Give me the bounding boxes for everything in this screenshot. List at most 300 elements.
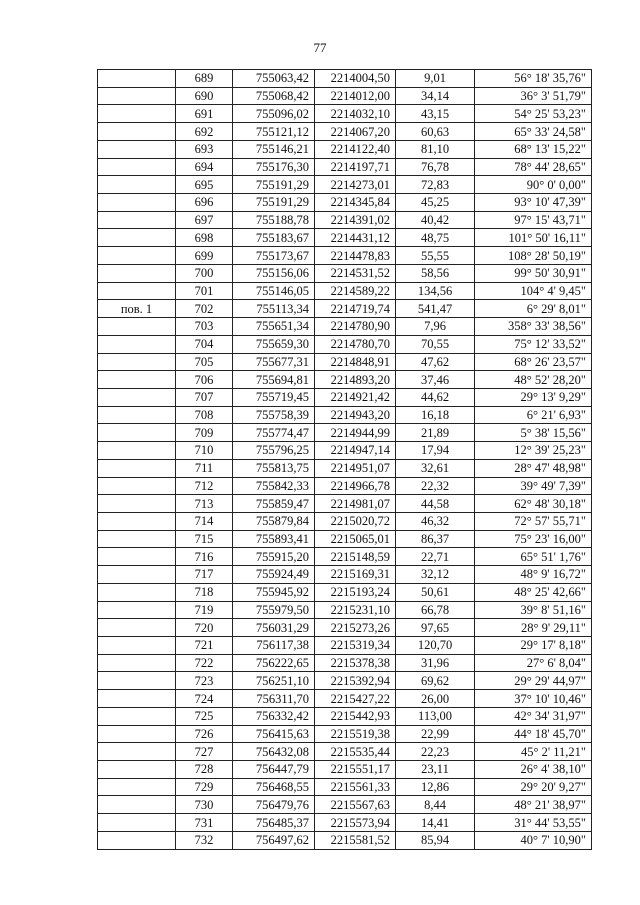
distance: 23,11 <box>396 761 475 779</box>
table-row <box>98 335 592 353</box>
table-row <box>98 282 592 300</box>
coordinate-y: 2215535,44 <box>315 743 396 761</box>
distance: 48,75 <box>396 229 475 247</box>
point-number: 723 <box>176 672 233 690</box>
coordinate-y: 2215193,24 <box>315 583 396 601</box>
direction-angle: 65° 51' 1,76" <box>475 548 592 566</box>
distance: 55,55 <box>396 247 475 265</box>
coordinate-x: 755677,31 <box>233 353 315 371</box>
direction-angle: 40° 7' 10,90" <box>475 831 592 849</box>
coordinate-y: 2215231,10 <box>315 601 396 619</box>
coordinate-y: 2215065,01 <box>315 530 396 548</box>
row-note <box>98 831 176 849</box>
direction-angle: 5° 38' 15,56" <box>475 424 592 442</box>
row-note <box>98 566 176 584</box>
row-note <box>98 87 176 105</box>
point-number: 726 <box>176 725 233 743</box>
coordinate-x: 755121,12 <box>233 123 315 141</box>
distance: 69,62 <box>396 672 475 690</box>
coordinate-y: 2214032,10 <box>315 105 396 123</box>
distance: 58,56 <box>396 264 475 282</box>
point-number: 689 <box>176 70 233 88</box>
point-number: 704 <box>176 335 233 353</box>
distance: 22,71 <box>396 548 475 566</box>
coordinate-y: 2214719,74 <box>315 300 396 318</box>
coordinate-x: 755813,75 <box>233 459 315 477</box>
coordinate-x: 755191,29 <box>233 194 315 212</box>
coordinate-x: 755774,47 <box>233 424 315 442</box>
coordinate-x: 755979,50 <box>233 601 315 619</box>
point-number: 693 <box>176 140 233 158</box>
coordinate-y: 2215442,93 <box>315 707 396 725</box>
row-note <box>98 796 176 814</box>
distance: 34,14 <box>396 87 475 105</box>
direction-angle: 6° 29' 8,01" <box>475 300 592 318</box>
coordinate-y: 2215551,17 <box>315 761 396 779</box>
distance: 40,42 <box>396 211 475 229</box>
direction-angle: 68° 13' 15,22" <box>475 140 592 158</box>
coordinate-y: 2214012,00 <box>315 87 396 105</box>
direction-angle: 29° 20' 9,27" <box>475 778 592 796</box>
coordinate-y: 2214848,91 <box>315 353 396 371</box>
point-number: 724 <box>176 690 233 708</box>
coordinate-x: 756468,55 <box>233 778 315 796</box>
row-note <box>98 778 176 796</box>
coordinate-y: 2214947,14 <box>315 442 396 460</box>
coordinate-y: 2215378,38 <box>315 654 396 672</box>
table-row <box>98 707 592 725</box>
table-row <box>98 318 592 336</box>
table-row <box>98 442 592 460</box>
distance: 22,99 <box>396 725 475 743</box>
coordinate-x: 755796,25 <box>233 442 315 460</box>
direction-angle: 65° 33' 24,58" <box>475 123 592 141</box>
table-row <box>98 70 592 88</box>
coordinate-y: 2215169,31 <box>315 566 396 584</box>
direction-angle: 104° 4' 9,45" <box>475 282 592 300</box>
table-row <box>98 637 592 655</box>
coordinate-y: 2215020,72 <box>315 512 396 530</box>
coordinate-x: 755188,78 <box>233 211 315 229</box>
coordinate-y: 2214943,20 <box>315 406 396 424</box>
distance: 31,96 <box>396 654 475 672</box>
coordinate-y: 2214951,07 <box>315 459 396 477</box>
row-note <box>98 211 176 229</box>
direction-angle: 54° 25' 53,23" <box>475 105 592 123</box>
point-number: 725 <box>176 707 233 725</box>
direction-angle: 31° 44' 53,55" <box>475 814 592 832</box>
coordinate-x: 755651,34 <box>233 318 315 336</box>
table-row <box>98 300 592 318</box>
table-row <box>98 424 592 442</box>
coordinate-y: 2215392,94 <box>315 672 396 690</box>
table-row <box>98 530 592 548</box>
distance: 8,44 <box>396 796 475 814</box>
coordinate-y: 2214345,84 <box>315 194 396 212</box>
point-number: 703 <box>176 318 233 336</box>
point-number: 707 <box>176 388 233 406</box>
coordinate-x: 756251,10 <box>233 672 315 690</box>
table-row <box>98 353 592 371</box>
coordinate-x: 755842,33 <box>233 477 315 495</box>
table-row <box>98 654 592 672</box>
coordinate-y: 2215573,94 <box>315 814 396 832</box>
point-number: 732 <box>176 831 233 849</box>
coordinate-y: 2214478,83 <box>315 247 396 265</box>
row-note <box>98 725 176 743</box>
point-number: 710 <box>176 442 233 460</box>
row-note <box>98 70 176 88</box>
table-row <box>98 796 592 814</box>
point-number: 711 <box>176 459 233 477</box>
coordinate-y: 2214780,90 <box>315 318 396 336</box>
coordinate-x: 755859,47 <box>233 495 315 513</box>
direction-angle: 28° 9' 29,11" <box>475 619 592 637</box>
coordinate-x: 756031,29 <box>233 619 315 637</box>
distance: 37,46 <box>396 371 475 389</box>
row-note <box>98 140 176 158</box>
point-number: 690 <box>176 87 233 105</box>
point-number: 701 <box>176 282 233 300</box>
coordinate-y: 2215581,52 <box>315 831 396 849</box>
row-note <box>98 690 176 708</box>
coordinate-y: 2214391,02 <box>315 211 396 229</box>
coordinate-x: 755924,49 <box>233 566 315 584</box>
coordinate-y: 2214893,20 <box>315 371 396 389</box>
direction-angle: 45° 2' 11,21" <box>475 743 592 761</box>
table-row <box>98 495 592 513</box>
point-number: 692 <box>176 123 233 141</box>
direction-angle: 29° 13' 9,29" <box>475 388 592 406</box>
row-note <box>98 814 176 832</box>
direction-angle: 28° 47' 48,98" <box>475 459 592 477</box>
distance: 50,61 <box>396 583 475 601</box>
coordinate-x: 756447,79 <box>233 761 315 779</box>
direction-angle: 56° 18' 35,76" <box>475 70 592 88</box>
distance: 45,25 <box>396 194 475 212</box>
coordinate-x: 755173,67 <box>233 247 315 265</box>
coordinate-x: 755113,34 <box>233 300 315 318</box>
point-number: 691 <box>176 105 233 123</box>
coordinate-y: 2214780,70 <box>315 335 396 353</box>
direction-angle: 75° 12' 33,52" <box>475 335 592 353</box>
point-number: 721 <box>176 637 233 655</box>
table-row <box>98 140 592 158</box>
table-row <box>98 583 592 601</box>
point-number: 722 <box>176 654 233 672</box>
table-row <box>98 761 592 779</box>
point-number: 718 <box>176 583 233 601</box>
point-number: 706 <box>176 371 233 389</box>
row-note <box>98 194 176 212</box>
table-row <box>98 672 592 690</box>
table-row <box>98 194 592 212</box>
distance: 12,86 <box>396 778 475 796</box>
distance: 134,56 <box>396 282 475 300</box>
coordinate-y: 2214273,01 <box>315 176 396 194</box>
row-note <box>98 264 176 282</box>
direction-angle: 26° 4' 38,10" <box>475 761 592 779</box>
row-note <box>98 530 176 548</box>
distance: 9,01 <box>396 70 475 88</box>
table-row <box>98 566 592 584</box>
distance: 70,55 <box>396 335 475 353</box>
coordinate-y: 2215319,34 <box>315 637 396 655</box>
coordinate-y: 2214004,50 <box>315 70 396 88</box>
point-number: 712 <box>176 477 233 495</box>
point-number: 708 <box>176 406 233 424</box>
distance: 541,47 <box>396 300 475 318</box>
table-row <box>98 406 592 424</box>
coordinate-x: 755915,20 <box>233 548 315 566</box>
row-note <box>98 654 176 672</box>
coordinate-x: 756311,70 <box>233 690 315 708</box>
coordinate-x: 755176,30 <box>233 158 315 176</box>
row-note <box>98 442 176 460</box>
distance: 7,96 <box>396 318 475 336</box>
coordinate-y: 2214589,22 <box>315 282 396 300</box>
table-row <box>98 388 592 406</box>
direction-angle: 29° 17' 8,18" <box>475 637 592 655</box>
distance: 76,78 <box>396 158 475 176</box>
table-row <box>98 601 592 619</box>
point-number: 729 <box>176 778 233 796</box>
distance: 46,32 <box>396 512 475 530</box>
coordinate-y: 2215567,63 <box>315 796 396 814</box>
direction-angle: 72° 57' 55,71" <box>475 512 592 530</box>
direction-angle: 75° 23' 16,00" <box>475 530 592 548</box>
row-note <box>98 371 176 389</box>
distance: 32,12 <box>396 566 475 584</box>
row-note <box>98 388 176 406</box>
row-note <box>98 743 176 761</box>
coordinate-x: 755694,81 <box>233 371 315 389</box>
distance: 17,94 <box>396 442 475 460</box>
coordinate-y: 2215148,59 <box>315 548 396 566</box>
direction-angle: 44° 18' 45,70" <box>475 725 592 743</box>
coordinate-x: 756332,42 <box>233 707 315 725</box>
point-number: 709 <box>176 424 233 442</box>
direction-angle: 99° 50' 30,91" <box>475 264 592 282</box>
point-number: 716 <box>176 548 233 566</box>
coordinate-y: 2214981,07 <box>315 495 396 513</box>
coordinate-y: 2215273,26 <box>315 619 396 637</box>
table-row <box>98 477 592 495</box>
table-row <box>98 512 592 530</box>
row-note <box>98 459 176 477</box>
direction-angle: 37° 10' 10,46" <box>475 690 592 708</box>
point-number: 714 <box>176 512 233 530</box>
coordinate-x: 755096,02 <box>233 105 315 123</box>
direction-angle: 39° 8' 51,16" <box>475 601 592 619</box>
distance: 32,61 <box>396 459 475 477</box>
coordinate-y: 2215561,33 <box>315 778 396 796</box>
coordinate-x: 756117,38 <box>233 637 315 655</box>
direction-angle: 48° 9' 16,72" <box>475 566 592 584</box>
row-note <box>98 601 176 619</box>
distance: 22,23 <box>396 743 475 761</box>
distance: 72,83 <box>396 176 475 194</box>
coordinate-x: 755191,29 <box>233 176 315 194</box>
point-number: 728 <box>176 761 233 779</box>
direction-angle: 36° 3' 51,79" <box>475 87 592 105</box>
coordinate-y: 2214122,40 <box>315 140 396 158</box>
direction-angle: 48° 21' 38,97" <box>475 796 592 814</box>
direction-angle: 29° 29' 44,97" <box>475 672 592 690</box>
point-number: 731 <box>176 814 233 832</box>
coordinate-x: 755146,05 <box>233 282 315 300</box>
direction-angle: 101° 50' 16,11" <box>475 229 592 247</box>
row-note <box>98 477 176 495</box>
distance: 26,00 <box>396 690 475 708</box>
distance: 81,10 <box>396 140 475 158</box>
row-note <box>98 282 176 300</box>
row-note <box>98 637 176 655</box>
table-row <box>98 831 592 849</box>
row-note <box>98 707 176 725</box>
direction-angle: 48° 25' 42,66" <box>475 583 592 601</box>
coordinate-x: 756222,65 <box>233 654 315 672</box>
distance: 43,15 <box>396 105 475 123</box>
row-note <box>98 761 176 779</box>
distance: 44,62 <box>396 388 475 406</box>
direction-angle: 78° 44' 28,65" <box>475 158 592 176</box>
row-note: пов. 1 <box>98 300 176 318</box>
point-number: 717 <box>176 566 233 584</box>
row-note <box>98 512 176 530</box>
direction-angle: 39° 49' 7,39" <box>475 477 592 495</box>
distance: 21,89 <box>396 424 475 442</box>
direction-angle: 97° 15' 43,71" <box>475 211 592 229</box>
direction-angle: 27° 6' 8,04" <box>475 654 592 672</box>
coordinate-y: 2215427,22 <box>315 690 396 708</box>
coordinates-table-body <box>98 70 592 850</box>
table-row <box>98 158 592 176</box>
row-note <box>98 353 176 371</box>
table-row <box>98 105 592 123</box>
table-row <box>98 211 592 229</box>
distance: 44,58 <box>396 495 475 513</box>
point-number: 705 <box>176 353 233 371</box>
distance: 86,37 <box>396 530 475 548</box>
row-note <box>98 495 176 513</box>
coordinate-x: 755659,30 <box>233 335 315 353</box>
coordinate-x: 755156,06 <box>233 264 315 282</box>
direction-angle: 68° 26' 23,57" <box>475 353 592 371</box>
table-row <box>98 247 592 265</box>
row-note <box>98 318 176 336</box>
table-row <box>98 743 592 761</box>
distance: 60,63 <box>396 123 475 141</box>
coordinate-x: 756415,63 <box>233 725 315 743</box>
table-row <box>98 229 592 247</box>
distance: 113,00 <box>396 707 475 725</box>
distance: 85,94 <box>396 831 475 849</box>
table-row <box>98 176 592 194</box>
point-number: 702 <box>176 300 233 318</box>
table-row <box>98 619 592 637</box>
row-note <box>98 619 176 637</box>
direction-angle: 358° 33' 38,56" <box>475 318 592 336</box>
row-note <box>98 105 176 123</box>
point-number: 697 <box>176 211 233 229</box>
point-number: 700 <box>176 264 233 282</box>
coordinate-y: 2214944,99 <box>315 424 396 442</box>
coordinates-table <box>97 69 592 850</box>
coordinate-x: 756432,08 <box>233 743 315 761</box>
coordinate-x: 755719,45 <box>233 388 315 406</box>
coordinate-x: 755183,67 <box>233 229 315 247</box>
row-note <box>98 229 176 247</box>
direction-angle: 48° 52' 28,20" <box>475 371 592 389</box>
coordinate-x: 755758,39 <box>233 406 315 424</box>
point-number: 720 <box>176 619 233 637</box>
coordinate-x: 755146,21 <box>233 140 315 158</box>
coordinate-y: 2214067,20 <box>315 123 396 141</box>
point-number: 696 <box>176 194 233 212</box>
table-row <box>98 371 592 389</box>
row-note <box>98 424 176 442</box>
distance: 66,78 <box>396 601 475 619</box>
distance: 22,32 <box>396 477 475 495</box>
table-row <box>98 778 592 796</box>
table-row <box>98 725 592 743</box>
distance: 16,18 <box>396 406 475 424</box>
table-row <box>98 264 592 282</box>
point-number: 715 <box>176 530 233 548</box>
distance: 14,41 <box>396 814 475 832</box>
direction-angle: 93° 10' 47,39" <box>475 194 592 212</box>
coordinate-y: 2214966,78 <box>315 477 396 495</box>
distance: 120,70 <box>396 637 475 655</box>
row-note <box>98 247 176 265</box>
point-number: 694 <box>176 158 233 176</box>
point-number: 719 <box>176 601 233 619</box>
coordinate-y: 2214197,71 <box>315 158 396 176</box>
distance: 47,62 <box>396 353 475 371</box>
direction-angle: 42° 34' 31,97" <box>475 707 592 725</box>
row-note <box>98 548 176 566</box>
table-row <box>98 87 592 105</box>
point-number: 727 <box>176 743 233 761</box>
coordinate-x: 756485,37 <box>233 814 315 832</box>
table-row <box>98 548 592 566</box>
point-number: 713 <box>176 495 233 513</box>
coordinate-y: 2214921,42 <box>315 388 396 406</box>
table-row <box>98 690 592 708</box>
distance: 97,65 <box>396 619 475 637</box>
coordinate-x: 755068,42 <box>233 87 315 105</box>
coordinate-x: 756497,62 <box>233 831 315 849</box>
coordinate-x: 756479,76 <box>233 796 315 814</box>
direction-angle: 108° 28' 50,19" <box>475 247 592 265</box>
direction-angle: 12° 39' 25,23" <box>475 442 592 460</box>
row-note <box>98 176 176 194</box>
coordinate-x: 755945,92 <box>233 583 315 601</box>
direction-angle: 6° 21' 6,93" <box>475 406 592 424</box>
row-note <box>98 672 176 690</box>
page-number: 77 <box>313 40 327 55</box>
point-number: 730 <box>176 796 233 814</box>
table-row <box>98 814 592 832</box>
table-row <box>98 123 592 141</box>
direction-angle: 62° 48' 30,18" <box>475 495 592 513</box>
coordinate-x: 755063,42 <box>233 70 315 88</box>
row-note <box>98 158 176 176</box>
row-note <box>98 123 176 141</box>
point-number: 698 <box>176 229 233 247</box>
coordinate-x: 755879,84 <box>233 512 315 530</box>
